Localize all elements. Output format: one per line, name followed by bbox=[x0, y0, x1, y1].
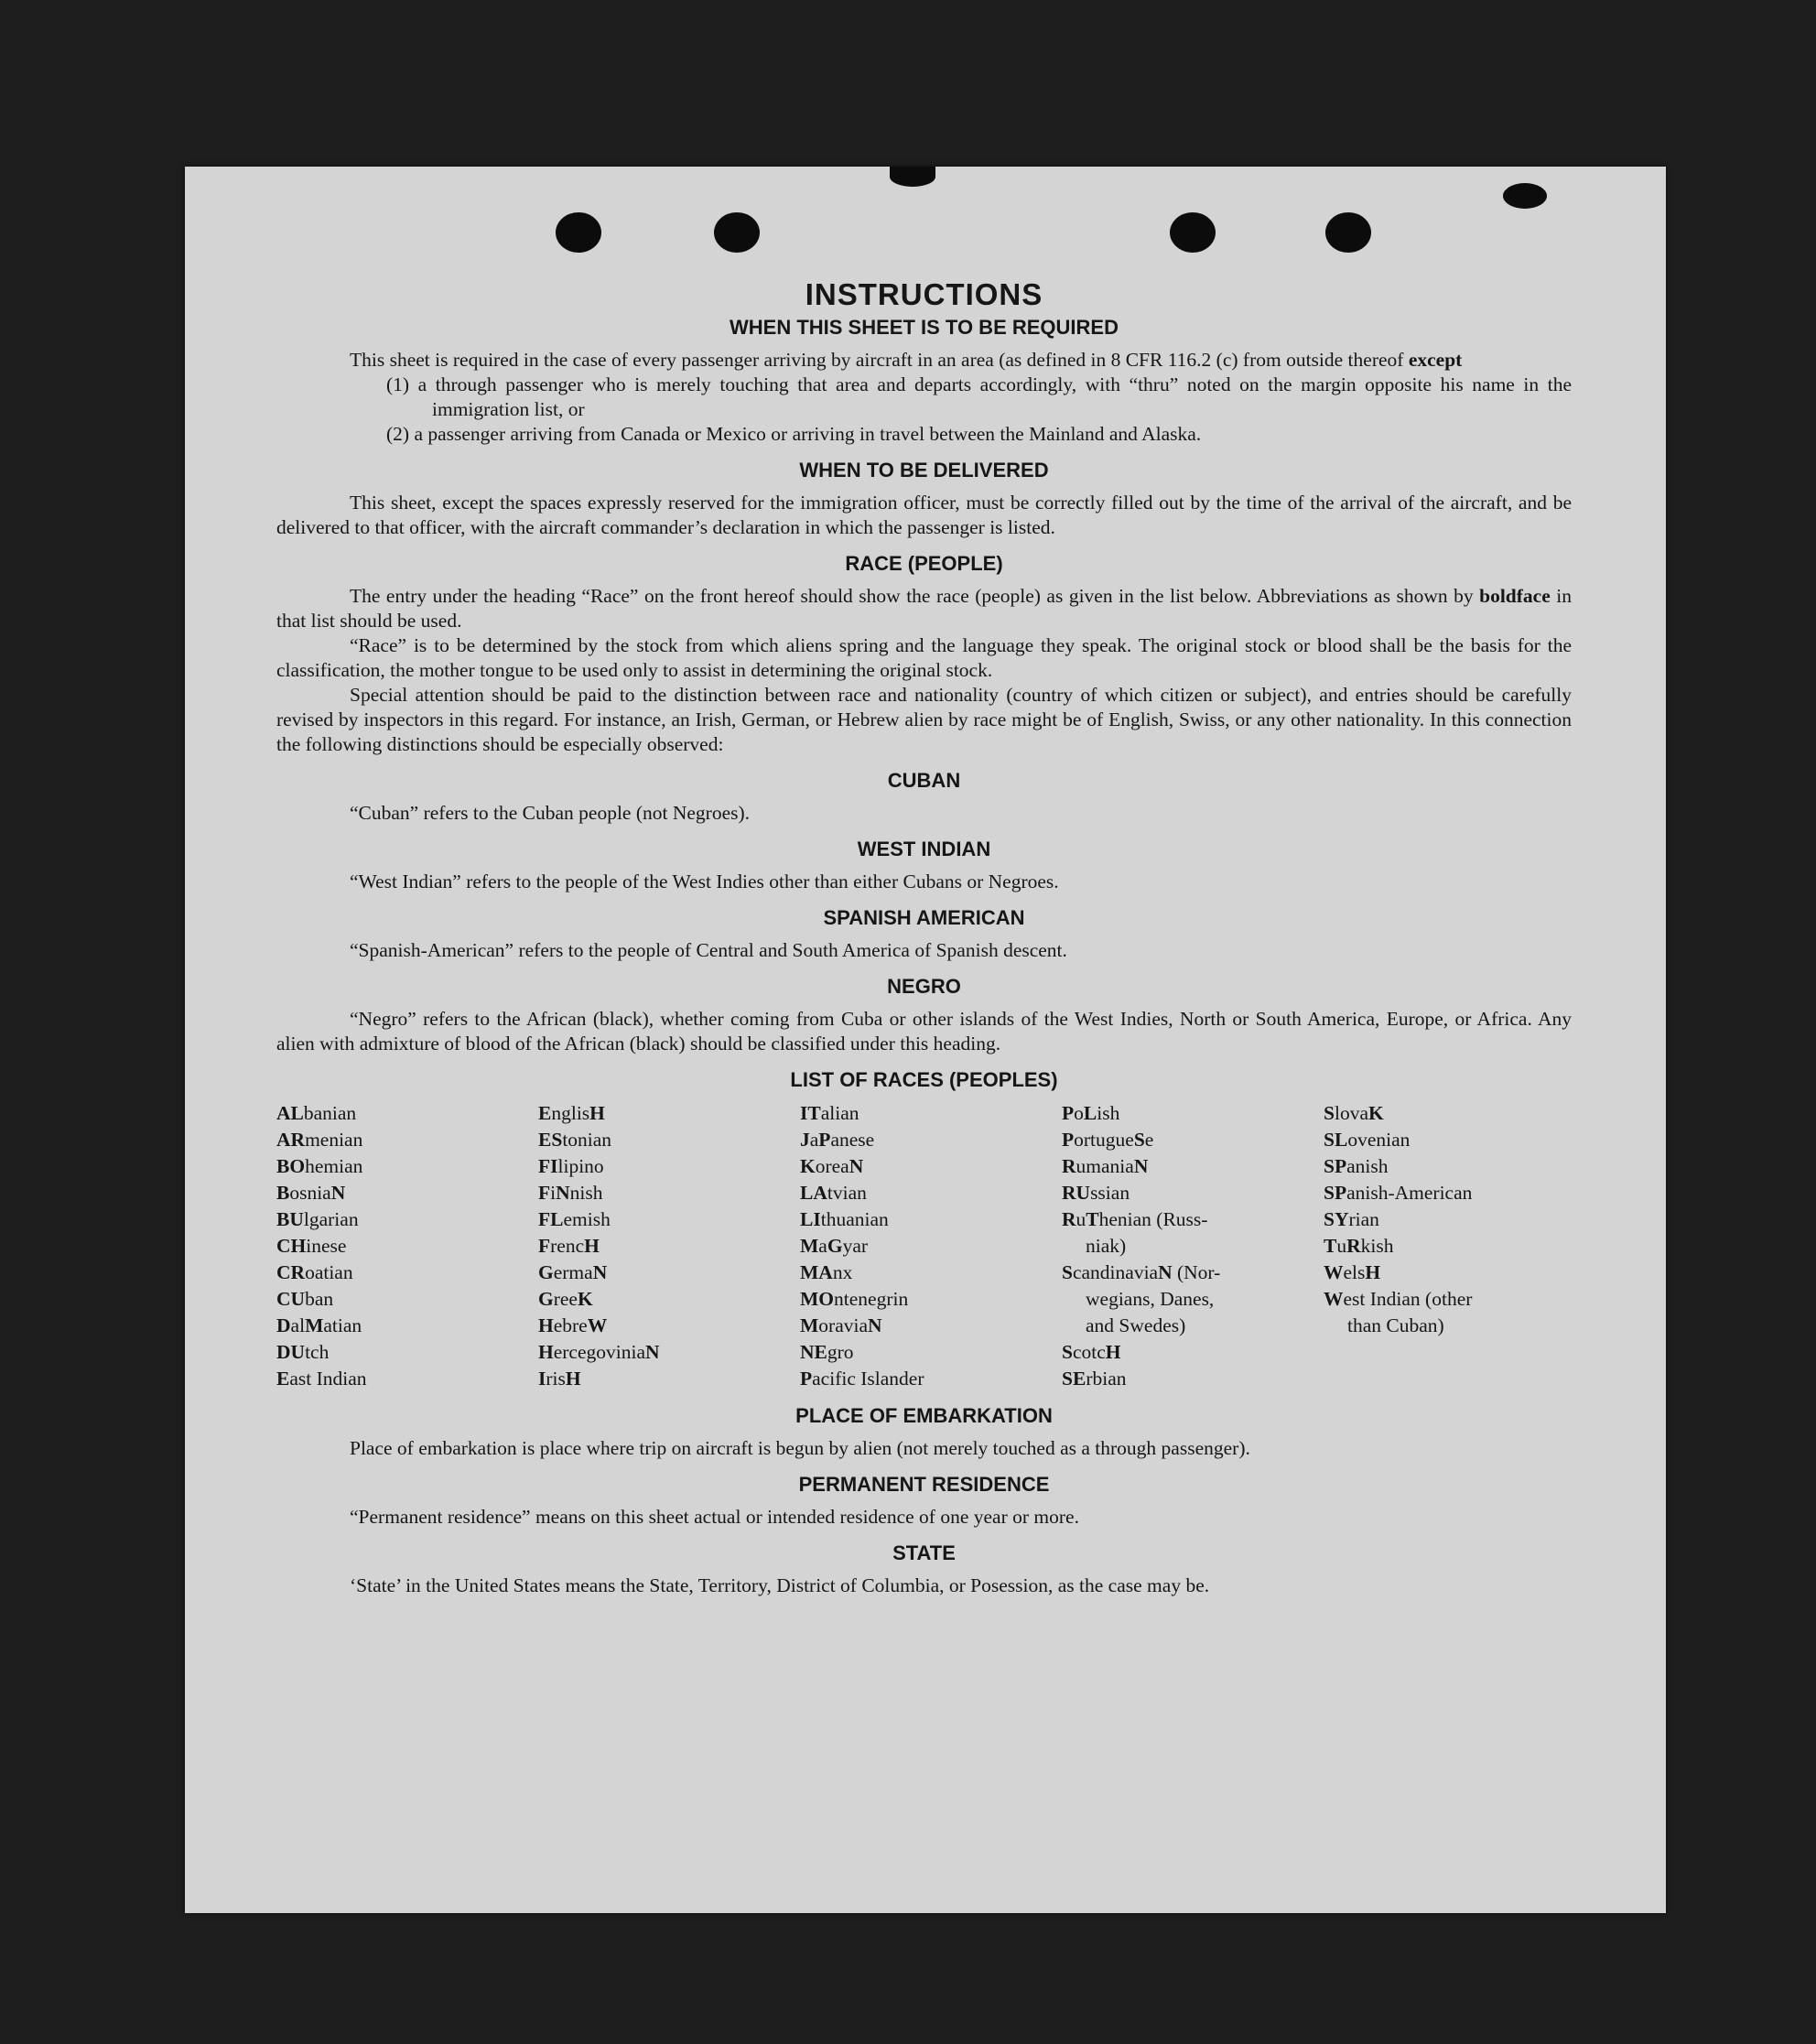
race-entry-continuation bbox=[1062, 1286, 1324, 1313]
race-abbreviation: SP bbox=[1324, 1182, 1347, 1204]
punch-hole bbox=[714, 212, 760, 253]
race-abbreviation: AL bbox=[276, 1102, 304, 1124]
race-entry bbox=[1062, 1180, 1324, 1206]
race-entry-continuation bbox=[1062, 1233, 1324, 1260]
race-name-part: emish bbox=[563, 1208, 611, 1230]
race-name-part: i bbox=[550, 1182, 557, 1204]
race-abbreviation: B bbox=[276, 1182, 290, 1204]
race-name-part: hemian bbox=[305, 1155, 363, 1177]
race-entry bbox=[1062, 1260, 1324, 1286]
race-abbreviation: CH bbox=[276, 1235, 307, 1257]
race-column bbox=[1062, 1100, 1324, 1392]
race-entry bbox=[276, 1100, 538, 1127]
race-column bbox=[276, 1100, 538, 1392]
race-name-part: nglis bbox=[551, 1102, 590, 1124]
race-abbreviation: K bbox=[577, 1288, 593, 1310]
race-abbreviation: R bbox=[1062, 1208, 1076, 1230]
race-entry bbox=[1062, 1100, 1324, 1127]
heading-west-indian: WEST INDIAN bbox=[857, 838, 991, 860]
race-entry bbox=[276, 1206, 538, 1233]
race-abbreviation: H bbox=[1105, 1341, 1121, 1363]
race-name-part: u bbox=[1336, 1235, 1347, 1257]
heading-spanish-american: SPANISH AMERICAN bbox=[823, 906, 1025, 929]
race-abbreviation: T bbox=[1324, 1235, 1337, 1257]
race-name-part: umania bbox=[1076, 1155, 1134, 1177]
race-name-part: candinavia bbox=[1072, 1261, 1159, 1283]
race-name-part: e bbox=[1144, 1129, 1154, 1151]
race-name-part: lipino bbox=[557, 1155, 604, 1177]
race-entry bbox=[800, 1180, 1062, 1206]
race-name-part: ntenegrin bbox=[834, 1288, 909, 1310]
race-entry bbox=[1324, 1153, 1580, 1180]
race-entry bbox=[1324, 1286, 1580, 1313]
required-item-1: (1) a through passenger who is merely touching that area and departs accordingly, with “thru” noted on the margin opposite his name in the immigration list, or bbox=[386, 373, 1572, 420]
instruction-sheet bbox=[185, 167, 1666, 1913]
race-abbreviation: FI bbox=[538, 1155, 558, 1177]
race-abbreviation: H bbox=[538, 1314, 554, 1336]
race-abbreviation: M bbox=[800, 1314, 819, 1336]
race-abbreviation: W bbox=[1324, 1261, 1344, 1283]
race-abbreviation: IT bbox=[800, 1102, 821, 1124]
race-name-part: lova bbox=[1334, 1102, 1368, 1124]
race-entry bbox=[276, 1233, 538, 1260]
race-column bbox=[538, 1100, 800, 1392]
race-name-part: tvian bbox=[827, 1182, 867, 1204]
race-abbreviation: S bbox=[1324, 1102, 1335, 1124]
punch-hole bbox=[556, 212, 601, 253]
race-entry bbox=[538, 1153, 800, 1180]
race-entry bbox=[538, 1366, 800, 1392]
race-abbreviation: AR bbox=[276, 1129, 306, 1151]
race-abbreviation: R bbox=[1062, 1155, 1076, 1177]
race-name-part: wegians, Danes, bbox=[1086, 1288, 1215, 1310]
cuban-text: “Cuban” refers to the Cuban people (not Negroes). bbox=[350, 802, 751, 824]
race-entry bbox=[276, 1313, 538, 1339]
race-name-part: tonian bbox=[562, 1129, 612, 1151]
race-abbreviation: G bbox=[538, 1288, 554, 1310]
race-abbreviation: W bbox=[587, 1314, 608, 1336]
race-name-part: gro bbox=[827, 1341, 854, 1363]
race-entry-continuation bbox=[1062, 1313, 1324, 1339]
race-entry bbox=[538, 1286, 800, 1313]
race-entry bbox=[538, 1260, 800, 1286]
race-abbreviation: SE bbox=[1062, 1368, 1086, 1390]
race-abbreviation: G bbox=[827, 1235, 843, 1257]
race-name-part: ree bbox=[553, 1288, 578, 1310]
race-name-part: lgarian bbox=[303, 1208, 359, 1230]
race-name-part: a bbox=[809, 1129, 819, 1151]
race-paragraph-2: “Race” is to be determined by the stock from which aliens spring and the language they speak. The original stock or blood shall be the basis for the classification, the mother tongue to be used only to assist in determining the original stock. bbox=[276, 634, 1572, 681]
race-name-part: u bbox=[1076, 1208, 1086, 1230]
race-abbreviation: ES bbox=[538, 1129, 563, 1151]
race-name-part: rbian bbox=[1086, 1368, 1127, 1390]
race-abbreviation: J bbox=[800, 1129, 810, 1151]
race-abbreviation: P bbox=[800, 1368, 813, 1390]
race-abbreviation: N bbox=[330, 1182, 346, 1204]
race-entry bbox=[800, 1206, 1062, 1233]
race-name-part: renc bbox=[550, 1235, 585, 1257]
race-name-part: henian (Russ- bbox=[1098, 1208, 1208, 1230]
race-entry bbox=[538, 1206, 800, 1233]
race-abbreviation: K bbox=[1368, 1102, 1384, 1124]
race-entry bbox=[1062, 1127, 1324, 1153]
race-name-part: kish bbox=[1360, 1235, 1394, 1257]
heading-list-of-races: LIST OF RACES (PEOPLES) bbox=[790, 1068, 1058, 1091]
race-entry bbox=[800, 1286, 1062, 1313]
race-name-part: alian bbox=[820, 1102, 859, 1124]
state-text: ‘State’ in the United States means the State, Territory, District of Columbia, or Posession, as the case may be. bbox=[350, 1574, 1210, 1596]
race-name-part: anish bbox=[1346, 1155, 1389, 1177]
race-name-part: al bbox=[290, 1314, 306, 1336]
heading-state: STATE bbox=[892, 1541, 956, 1564]
race-entry bbox=[1324, 1260, 1580, 1286]
race-entry bbox=[1062, 1366, 1324, 1392]
race-entry bbox=[276, 1286, 538, 1313]
race-abbreviation: N bbox=[592, 1261, 608, 1283]
race-entry bbox=[276, 1366, 538, 1392]
race-name-part: inese bbox=[306, 1235, 347, 1257]
heading-permanent-residence: PERMANENT RESIDENCE bbox=[798, 1473, 1050, 1496]
heading-negro: NEGRO bbox=[887, 975, 961, 998]
race-list bbox=[276, 1100, 1572, 1392]
race-entry bbox=[800, 1100, 1062, 1127]
race-name-part: thuanian bbox=[820, 1208, 889, 1230]
race-name-part: orea bbox=[815, 1155, 849, 1177]
race-name-part: erma bbox=[553, 1261, 593, 1283]
race-abbreviation: DU bbox=[276, 1341, 306, 1363]
race-abbreviation: SL bbox=[1324, 1129, 1348, 1151]
race-paragraph-3: Special attention should be paid to the distinction between race and nationality (country of which citizen or subject), and entries should be carefully revised by inspectors in this regard. For instance, an Irish, German, or Hebrew alien by race might be of English, Swiss, or any other nationality. In this connection the following distinctions should be especially observed: bbox=[276, 684, 1572, 755]
race-entry bbox=[276, 1260, 538, 1286]
required-item-2: (2) a passenger arriving from Canada or Mexico or arriving in travel between the Mainland and Alaska. bbox=[386, 423, 1202, 445]
race-abbreviation: S bbox=[1133, 1129, 1145, 1151]
race-entry bbox=[276, 1127, 538, 1153]
race-abbreviation: P bbox=[1062, 1129, 1075, 1151]
race-entry bbox=[800, 1313, 1062, 1339]
race-name-part: ortugue bbox=[1074, 1129, 1134, 1151]
residence-text: “Permanent residence” means on this sheet actual or intended residence of one year or more. bbox=[350, 1506, 1079, 1528]
race-abbreviation: N bbox=[1158, 1261, 1173, 1283]
race-name-part: o bbox=[1074, 1102, 1084, 1124]
race-abbreviation: SY bbox=[1324, 1208, 1349, 1230]
race-abbreviation: LA bbox=[800, 1182, 827, 1204]
delivered-text: This sheet, except the spaces expressly reserved for the immigration officer, must be correctly filled out by the time of the arrival of the aircraft, and be delivered to that officer, with the aircraft commander’s declaration in which the passenger is listed. bbox=[276, 492, 1572, 538]
race-name-part: oatian bbox=[305, 1261, 353, 1283]
race-name-part: atian bbox=[323, 1314, 362, 1336]
race-abbreviation: MA bbox=[800, 1261, 833, 1283]
race-name-part: ssian bbox=[1090, 1182, 1130, 1204]
race-abbreviation: G bbox=[538, 1261, 554, 1283]
race-abbreviation: S bbox=[1062, 1341, 1073, 1363]
paper-tear bbox=[1503, 183, 1547, 209]
race-abbreviation: H bbox=[589, 1102, 605, 1124]
race-abbreviation: H bbox=[1365, 1261, 1381, 1283]
race-name-part: tch bbox=[305, 1341, 330, 1363]
race-entry bbox=[1062, 1206, 1324, 1233]
race-name-part: a bbox=[818, 1235, 827, 1257]
race-abbreviation: RU bbox=[1062, 1182, 1091, 1204]
race-name-part: nx bbox=[832, 1261, 853, 1283]
west-indian-text: “West Indian” refers to the people of the West Indies other than either Cubans or Negroes. bbox=[350, 871, 1059, 892]
race-abbreviation: P bbox=[818, 1129, 831, 1151]
race-name-part: (Nor- bbox=[1172, 1261, 1221, 1283]
race-entry bbox=[538, 1180, 800, 1206]
race-column bbox=[1324, 1100, 1580, 1392]
race-entry bbox=[538, 1313, 800, 1339]
race-entry bbox=[800, 1127, 1062, 1153]
race-entry bbox=[800, 1233, 1062, 1260]
race-abbreviation: W bbox=[1324, 1288, 1344, 1310]
race-name-part: cotc bbox=[1072, 1341, 1106, 1363]
race-entry bbox=[1062, 1153, 1324, 1180]
race-abbreviation: P bbox=[1062, 1102, 1075, 1124]
race-abbreviation: BO bbox=[276, 1155, 306, 1177]
race-entry bbox=[276, 1153, 538, 1180]
heading-required: WHEN THIS SHEET IS TO BE REQUIRED bbox=[730, 316, 1119, 339]
race-name-part: est Indian (other bbox=[1343, 1288, 1473, 1310]
race-entry bbox=[800, 1153, 1062, 1180]
embarkation-text: Place of embarkation is place where trip on aircraft is begun by alien (not merely touched as a through passenger). bbox=[350, 1437, 1250, 1459]
race-name-part: yar bbox=[842, 1235, 869, 1257]
race-name-part: ban bbox=[305, 1288, 334, 1310]
race-entry bbox=[538, 1127, 800, 1153]
race-abbreviation: CR bbox=[276, 1261, 306, 1283]
race-abbreviation: H bbox=[538, 1341, 554, 1363]
race-entry bbox=[1324, 1180, 1580, 1206]
race-abbreviation: M bbox=[305, 1314, 324, 1336]
spanish-american-text: “Spanish-American” refers to the people of Central and South America of Spanish descent. bbox=[350, 939, 1067, 961]
required-intro: This sheet is required in the case of every passenger arriving by aircraft in an area (as defined in 8 CFR 116.2 (c) from outside thereof except bbox=[350, 349, 1463, 371]
race-name-part: anish-American bbox=[1346, 1182, 1473, 1204]
heading-embarkation: PLACE OF EMBARKATION bbox=[795, 1404, 1053, 1427]
race-abbreviation: N bbox=[868, 1314, 882, 1336]
race-abbreviation: N bbox=[645, 1341, 660, 1363]
race-name-part: osnia bbox=[289, 1182, 331, 1204]
race-name-part: banian bbox=[303, 1102, 357, 1124]
race-name-part: ebre bbox=[553, 1314, 588, 1336]
paper-tear bbox=[890, 167, 935, 187]
race-abbreviation: F bbox=[538, 1182, 551, 1204]
race-entry-continuation bbox=[1324, 1313, 1580, 1339]
race-abbreviation: F bbox=[538, 1235, 551, 1257]
instructions-content bbox=[276, 276, 1572, 1598]
race-abbreviation: NE bbox=[800, 1341, 827, 1363]
race-name-part: ercegovinia bbox=[553, 1341, 646, 1363]
race-name-part: niak) bbox=[1086, 1235, 1127, 1257]
negro-text: “Negro” refers to the African (black), whether coming from Cuba or other islands of the West Indies, North or South America, Europe, or Africa. Any alien with admixture of blood of the African (black) should be classified under this heading. bbox=[276, 1008, 1572, 1054]
race-name-part: els bbox=[1343, 1261, 1366, 1283]
race-entry bbox=[1324, 1100, 1580, 1127]
race-entry bbox=[800, 1260, 1062, 1286]
race-name-part: ris bbox=[546, 1368, 566, 1390]
punch-hole bbox=[1325, 212, 1371, 253]
race-entry bbox=[538, 1339, 800, 1366]
race-abbreviation: D bbox=[276, 1314, 291, 1336]
race-name-part: ish bbox=[1097, 1102, 1120, 1124]
race-abbreviation: E bbox=[276, 1368, 290, 1390]
race-abbreviation: BU bbox=[276, 1208, 304, 1230]
race-abbreviation: N bbox=[556, 1182, 570, 1204]
race-abbreviation: N bbox=[849, 1155, 864, 1177]
heading-cuban: CUBAN bbox=[887, 769, 961, 792]
race-entry bbox=[1324, 1127, 1580, 1153]
race-abbreviation: M bbox=[800, 1235, 819, 1257]
race-entry bbox=[800, 1366, 1062, 1392]
race-abbreviation: S bbox=[1062, 1261, 1073, 1283]
race-name-part: rian bbox=[1348, 1208, 1379, 1230]
race-abbreviation: N bbox=[1133, 1155, 1149, 1177]
race-name-part: oravia bbox=[818, 1314, 869, 1336]
punch-hole bbox=[1170, 212, 1216, 253]
race-abbreviation: H bbox=[565, 1368, 581, 1390]
race-name-part: anese bbox=[830, 1129, 875, 1151]
heading-delivered: WHEN TO BE DELIVERED bbox=[799, 459, 1049, 481]
race-name-part: than Cuban) bbox=[1347, 1314, 1444, 1336]
race-abbreviation: T bbox=[1086, 1208, 1099, 1230]
race-name-part: and Swedes) bbox=[1086, 1314, 1186, 1336]
race-paragraph-1: The entry under the heading “Race” on the front hereof should show the race (people) as given in the list below. Abbreviations as shown by boldface in that list should be used. bbox=[276, 585, 1573, 632]
heading-race: RACE (PEOPLE) bbox=[845, 552, 1003, 575]
race-abbreviation: LI bbox=[800, 1208, 821, 1230]
race-abbreviation: K bbox=[800, 1155, 816, 1177]
race-abbreviation: L bbox=[1083, 1102, 1097, 1124]
race-entry bbox=[276, 1180, 538, 1206]
race-abbreviation: E bbox=[538, 1102, 552, 1124]
race-entry bbox=[276, 1339, 538, 1366]
race-name-part: acific Islander bbox=[812, 1368, 924, 1390]
race-name-part: ast Indian bbox=[289, 1368, 367, 1390]
race-abbreviation: MO bbox=[800, 1288, 835, 1310]
race-abbreviation: FL bbox=[538, 1208, 564, 1230]
race-name-part: menian bbox=[305, 1129, 363, 1151]
race-entry bbox=[1062, 1339, 1324, 1366]
race-entry bbox=[1324, 1206, 1580, 1233]
race-entry bbox=[538, 1100, 800, 1127]
page-title: INSTRUCTIONS bbox=[805, 277, 1043, 311]
race-abbreviation: H bbox=[584, 1235, 600, 1257]
race-entry bbox=[538, 1233, 800, 1260]
race-abbreviation: I bbox=[538, 1368, 546, 1390]
race-abbreviation: SP bbox=[1324, 1155, 1347, 1177]
race-entry bbox=[800, 1339, 1062, 1366]
race-entry bbox=[1324, 1233, 1580, 1260]
race-abbreviation: CU bbox=[276, 1288, 306, 1310]
race-name-part: nish bbox=[569, 1182, 603, 1204]
race-name-part: ovenian bbox=[1347, 1129, 1411, 1151]
race-column bbox=[800, 1100, 1062, 1392]
race-abbreviation: R bbox=[1346, 1235, 1361, 1257]
